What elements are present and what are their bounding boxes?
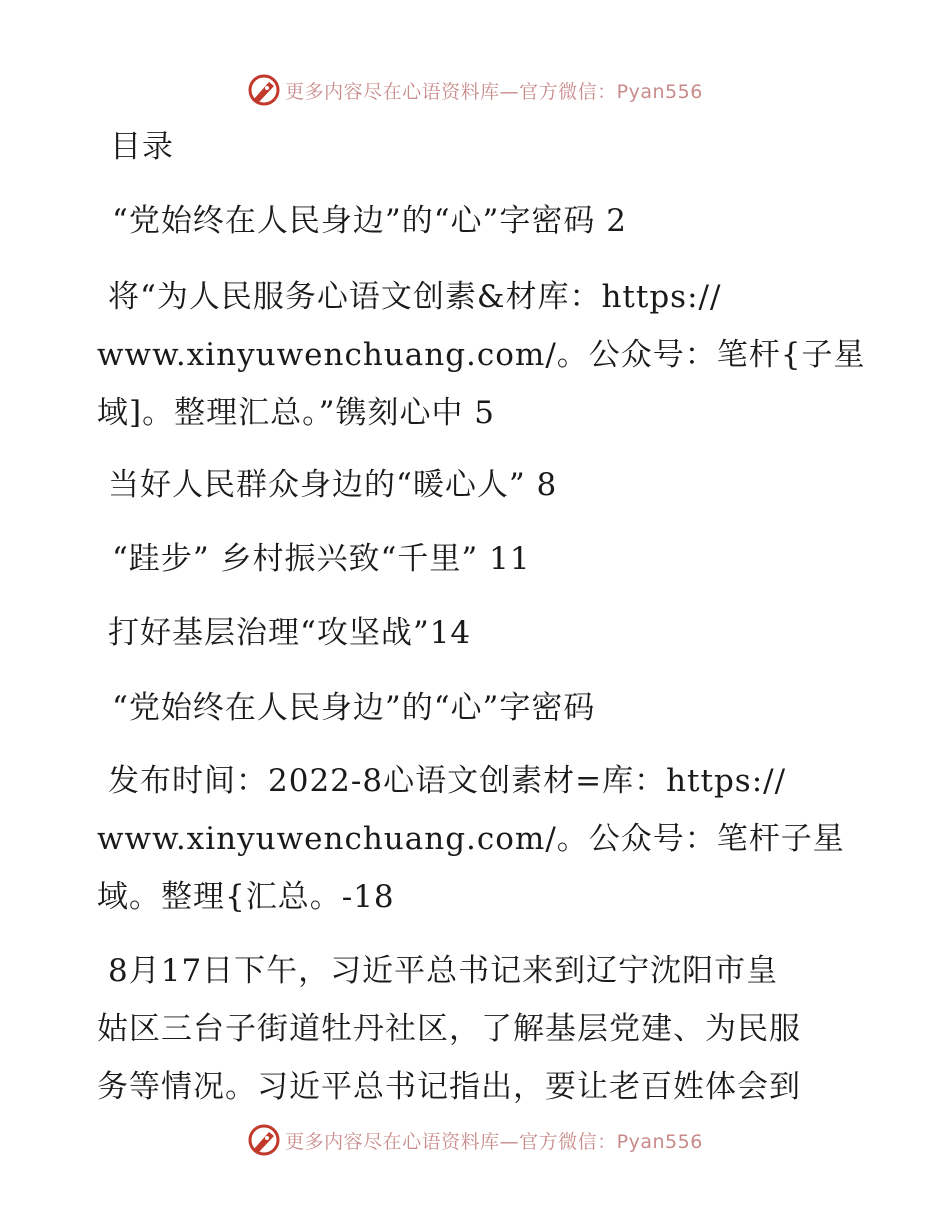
body-paragraph-line: 8月17日下午，习近平总书记来到辽宁沈阳市皇 bbox=[108, 953, 779, 989]
toc-title: 目录 bbox=[110, 129, 174, 165]
body-paragraph-line: 姑区三台子街道牡丹社区，了解基层党建、为民服 bbox=[97, 1011, 801, 1047]
header-watermark-text: 更多内容尽在心语资料库—官方微信：Pyan556 bbox=[285, 80, 703, 103]
toc-item[interactable]: “党始终在人民身边”的“心”字密码 2 bbox=[112, 203, 627, 239]
body-paragraph-line: 务等情况。习近平总书记指出，要让老百姓体会到 bbox=[97, 1069, 801, 1105]
toc-item-line[interactable]: www.xinyuwenchuang.com/。公众号：笔杆{子星 bbox=[97, 337, 866, 373]
article-title: “党始终在人民身边”的“心”字密码 bbox=[112, 690, 596, 726]
publish-line: 发布时间：2022-8心语文创素材=库：https:// bbox=[108, 763, 787, 799]
toc-item[interactable]: 当好人民群众身边的“暖心人” 8 bbox=[108, 467, 558, 503]
toc-item-line[interactable]: 域]。整理汇总。”镌刻心中 5 bbox=[97, 395, 496, 431]
publish-line: 域。整理{汇总。-18 bbox=[97, 879, 395, 915]
toc-item-line[interactable]: 将“为人民服务心语文创素&材库：https:// bbox=[108, 279, 722, 315]
footer-watermark-text: 更多内容尽在心语资料库—官方微信：Pyan556 bbox=[285, 1130, 703, 1153]
header-watermark bbox=[0, 68, 950, 112]
publish-line: www.xinyuwenchuang.com/。公众号：笔杆子星 bbox=[97, 821, 845, 857]
footer-watermark bbox=[0, 1118, 950, 1162]
toc-item[interactable]: “跬步” 乡村振兴致“千里” 11 bbox=[112, 541, 531, 577]
pen-nib-logo-icon bbox=[247, 1123, 281, 1157]
pen-nib-logo-icon bbox=[247, 73, 281, 107]
toc-item[interactable]: 打好基层治理“攻坚战”14 bbox=[108, 615, 472, 651]
